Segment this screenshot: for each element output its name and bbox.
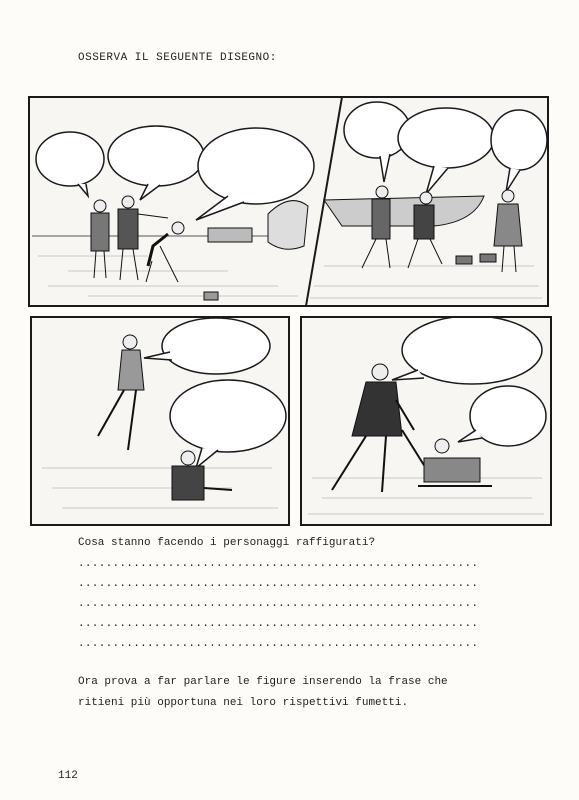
- question-text: Cosa stanno facendo i personaggi raffigurati?: [78, 537, 376, 549]
- instruction-text: [78, 672, 498, 714]
- page-heading: OSSERVA IL SEGUENTE DISEGNO:: [78, 52, 277, 64]
- speech-bubble: [144, 318, 270, 374]
- instruction-line-1: Ora prova a far parlare le figure inserendo la frase che: [78, 676, 448, 688]
- instruction-line-2: ritieni più opportuna nei loro rispettivi fumetti.: [78, 697, 409, 709]
- answer-line-3[interactable]: ..........................................................: [78, 598, 479, 610]
- answer-line-4[interactable]: ..........................................................: [78, 618, 479, 630]
- answer-line-5[interactable]: ..........................................................: [78, 638, 479, 650]
- comic-panel-2: [284, 96, 550, 308]
- page-number: 112: [58, 770, 78, 782]
- answer-line-1[interactable]: ..........................................................: [78, 558, 479, 570]
- figure-man-pushing-sled: [332, 364, 414, 492]
- answer-line-2[interactable]: ..........................................................: [78, 578, 479, 590]
- comic-panel-4: [300, 316, 552, 526]
- comic-panel-3: [30, 316, 290, 526]
- figure-woman-skating: [98, 335, 144, 450]
- speech-bubble: [392, 318, 542, 384]
- speech-bubble: [458, 386, 546, 446]
